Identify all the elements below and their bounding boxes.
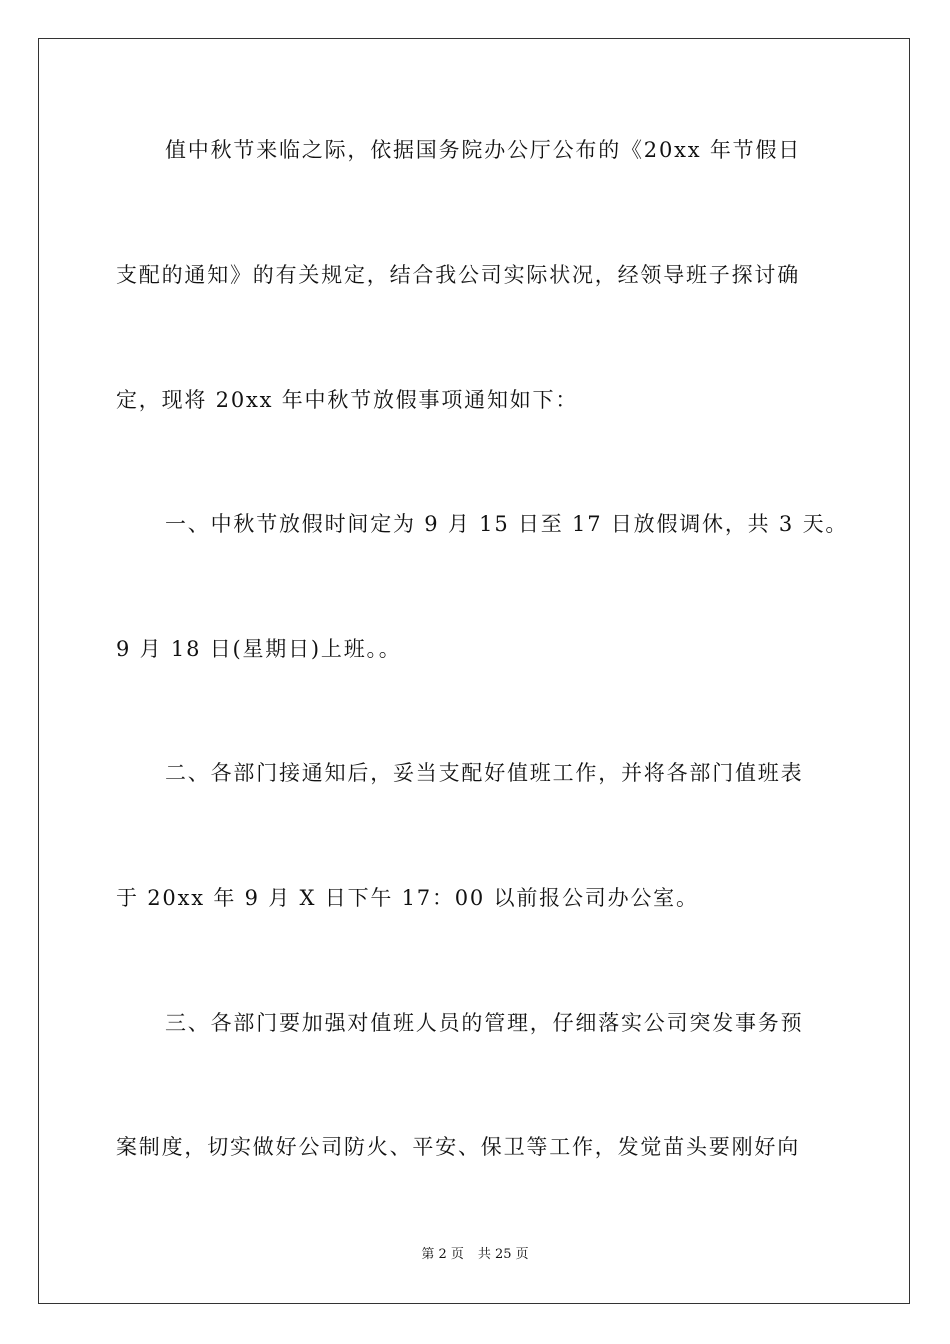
paragraph-line: 三、各部门要加强对值班人员的管理，仔细落实公司突发事务预 [165, 1011, 804, 1035]
paragraph-line: 值中秋节来临之际，依据国务院办公厅公布的《20xx 年节假日 [165, 138, 802, 162]
paragraph-line: 二、各部门接通知后，妥当支配好值班工作，并将各部门值班表 [165, 761, 804, 785]
page-footer [0, 1246, 950, 1264]
page-border [38, 38, 910, 1304]
page-number: 第 2 页 [421, 1247, 464, 1262]
paragraph-line: 一、中秋节放假时间定为 9 月 15 日至 17 日放假调休，共 3 天。 [165, 512, 849, 536]
paragraph-line: 案制度，切实做好公司防火、平安、保卫等工作，发觉苗头要刚好向 [116, 1135, 800, 1159]
total-pages: 共 25 页 [477, 1247, 529, 1262]
paragraph-line: 9 月 18 日(星期日)上班。。 [116, 637, 402, 661]
paragraph-line: 于 20xx 年 9 月 X 日下午 17：00 以前报公司办公室。 [116, 886, 699, 910]
paragraph-line: 支配的通知》的有关规定，结合我公司实际状况，经领导班子探讨确 [116, 263, 800, 287]
paragraph-line: 定，现将 20xx 年中秋节放假事项通知如下： [116, 388, 579, 412]
